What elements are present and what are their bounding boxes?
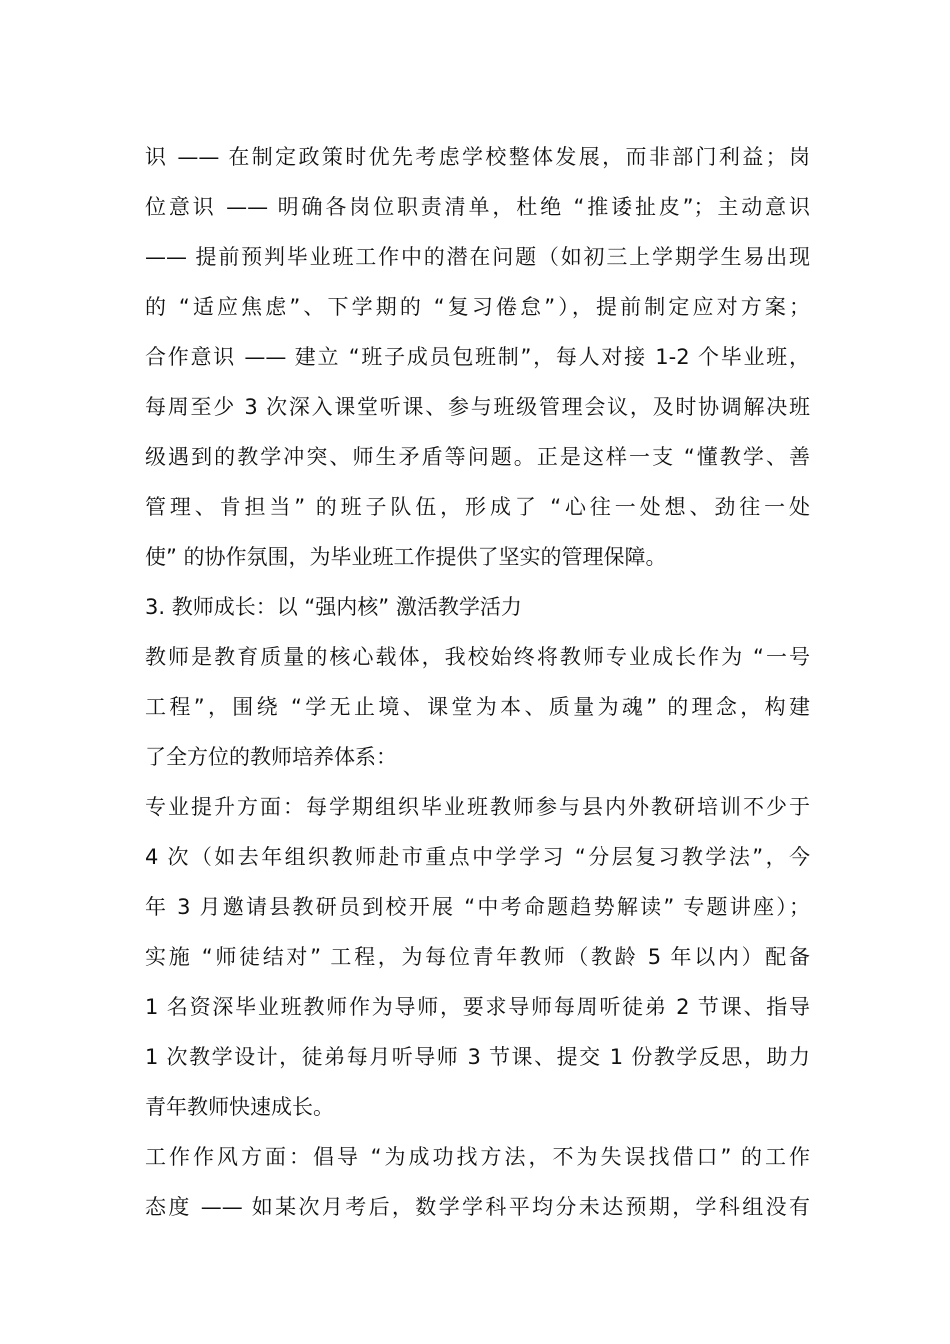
text-line-13: 了全方位的教师培养体系： — [145, 745, 397, 769]
document-body — [145, 132, 810, 1232]
section-heading: 3. 教师成长：以 “强内核” 激活教学活力 — [145, 595, 522, 619]
text-line-21: 工作作风方面：倡导 “为成功找方法，不为失误找借口” 的工作 — [145, 1145, 810, 1169]
text-line-7: 级遇到的教学冲突、师生矛盾等问题。正是这样一支 “懂教学、善 — [145, 445, 810, 469]
text-line-16: 年 3 月邀请县教研员到校开展 “中考命题趋势解读” 专题讲座）； — [145, 895, 810, 919]
text-line-2: 位意识 —— 明确各岗位职责清单，杜绝 “推诿扯皮”；主动意识 — [145, 195, 810, 219]
text-line-6: 每周至少 3 次深入课堂听课、参与班级管理会议，及时协调解决班 — [145, 395, 810, 419]
text-line-14: 专业提升方面：每学期组织毕业班教师参与县内外教研培训不少于 — [145, 795, 810, 819]
text-line-5: 合作意识 —— 建立 “班子成员包班制”，每人对接 1-2 个毕业班， — [145, 345, 810, 369]
text-line-4: 的 “适应焦虑”、下学期的 “复习倦怠”），提前制定应对方案； — [145, 295, 810, 319]
text-line-9: 使” 的协作氛围，为毕业班工作提供了坚实的管理保障。 — [145, 545, 667, 569]
text-line-11: 教师是教育质量的核心载体，我校始终将教师专业成长作为 “一号 — [145, 645, 810, 669]
text-line-12: 工程”，围绕 “学无止境、课堂为本、质量为魂” 的理念，构建 — [145, 695, 810, 719]
text-line-3: —— 提前预判毕业班工作中的潜在问题（如初三上学期学生易出现 — [145, 245, 810, 269]
text-line-15: 4 次（如去年组织教师赴市重点中学学习 “分层复习教学法”，今 — [145, 845, 810, 869]
text-line-1: 识 —— 在制定政策时优先考虑学校整体发展，而非部门利益；岗 — [145, 145, 810, 169]
text-line-17: 实施 “师徒结对” 工程，为每位青年教师（教龄 5 年以内）配备 — [145, 945, 810, 969]
text-line-20: 青年教师快速成长。 — [145, 1095, 334, 1119]
text-line-19: 1 次教学设计，徒弟每月听导师 3 节课、提交 1 份教学反思，助力 — [145, 1045, 810, 1069]
text-line-18: 1 名资深毕业班教师作为导师，要求导师每周听徒弟 2 节课、指导 — [145, 995, 810, 1019]
text-line-8: 管理、肯担当” 的班子队伍，形成了 “心往一处想、劲往一处 — [145, 495, 810, 519]
text-line-22: 态度 —— 如某次月考后，数学学科平均分未达预期，学科组没有 — [145, 1195, 810, 1219]
